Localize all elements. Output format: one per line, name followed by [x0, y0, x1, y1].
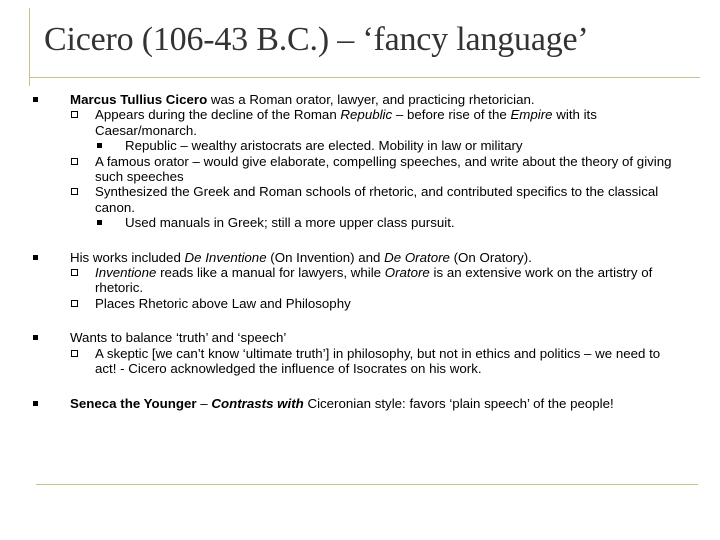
- empire-italic: Empire: [510, 107, 553, 123]
- square-bullet-icon: [97, 220, 102, 225]
- sub-bullet-text: A skeptic [we can’t know ‘ultimate truth’] in philosophy, but not in ethics and politics – we need to act! - Cicero acknowledged the influence of Isocrates on his work.: [95, 345, 661, 377]
- sub-bullet-text: – before rise of the: [392, 107, 511, 123]
- sub-bullet-text: with its Caesar/monarch.: [95, 107, 597, 138]
- bullet-balance: [0, 330, 720, 345]
- hollow-box-bullet-icon: [71, 300, 78, 307]
- third-bullet-text: Used manuals in Greek; still a more upper class pursuit.: [125, 215, 455, 231]
- contrasts-with-bold-italic: Contrasts with: [211, 395, 304, 411]
- bullet-works: [0, 250, 720, 265]
- sub-bullet-text: Appears during the decline of the Roman: [95, 107, 341, 123]
- third-bullet-text: Republic – wealthy aristocrats are elected. Mobility in law or military: [125, 138, 523, 154]
- slide-body: [0, 92, 720, 411]
- sub-bullet-text: Synthesized the Greek and Roman schools of rhetoric, and contributed specifics to the classical canon.: [95, 184, 659, 215]
- sub-bullet-synthesized: [0, 184, 720, 215]
- third-bullet-manuals: [0, 215, 720, 230]
- square-bullet-icon: [33, 255, 38, 260]
- bullet-text: Wants to balance ‘truth’ and ‘speech’: [70, 330, 287, 346]
- oratore-italic: Oratore: [384, 265, 430, 281]
- bullet-text: (On Invention) and: [266, 249, 385, 265]
- footer-rule: [36, 484, 698, 485]
- title-vertical-rule: [29, 8, 30, 86]
- title-underline-rule: [29, 77, 700, 78]
- third-bullet-aristocrats: [0, 138, 720, 153]
- square-bullet-icon: [97, 143, 102, 148]
- de-inventione-italic: De Inventione: [184, 249, 267, 265]
- inventione-italic: Inventione: [95, 265, 157, 281]
- bullet-text: Ciceronian style: favors ‘plain speech’ of the people!: [303, 395, 614, 411]
- bullet-cicero-text: was a Roman orator, lawyer, and practicing rhetorician.: [207, 92, 535, 107]
- sub-bullet-text: reads like a manual for lawyers, while: [156, 265, 385, 281]
- sub-bullet-skeptic: [0, 346, 720, 377]
- bullet-cicero: [0, 92, 720, 107]
- hollow-box-bullet-icon: [71, 188, 78, 195]
- sub-bullet-places-rhetoric: [0, 296, 720, 311]
- square-bullet-icon: [33, 97, 38, 102]
- sub-bullet-republic: [0, 107, 720, 138]
- bullet-text: –: [196, 395, 212, 411]
- bullet-text: (On Oratory).: [449, 249, 532, 265]
- sub-bullet-inventione: [0, 265, 720, 296]
- republic-italic: Republic: [340, 107, 393, 123]
- sub-bullet-text: Places Rhetoric above Law and Philosophy: [95, 295, 351, 311]
- hollow-box-bullet-icon: [71, 269, 78, 276]
- sub-bullet-text: is an extensive work on the artistry of rhetoric.: [95, 265, 653, 296]
- slide-title: Cicero (106-43 B.C.) – ‘fancy language’: [44, 21, 589, 58]
- hollow-box-bullet-icon: [71, 158, 78, 165]
- hollow-box-bullet-icon: [71, 350, 78, 357]
- seneca-name: Seneca the Younger: [70, 395, 197, 411]
- bullet-cicero-name: Marcus Tullius Cicero: [70, 92, 208, 107]
- square-bullet-icon: [33, 335, 38, 340]
- bullet-seneca: [0, 396, 720, 411]
- hollow-box-bullet-icon: [71, 111, 78, 118]
- square-bullet-icon: [33, 401, 38, 406]
- sub-bullet-famous-orator: [0, 154, 720, 185]
- bullet-text: His works included: [70, 249, 185, 265]
- sub-bullet-text: A famous orator – would give elaborate, compelling speeches, and write about the theory of giving such speeches: [95, 153, 672, 185]
- de-oratore-italic: De Oratore: [384, 249, 450, 265]
